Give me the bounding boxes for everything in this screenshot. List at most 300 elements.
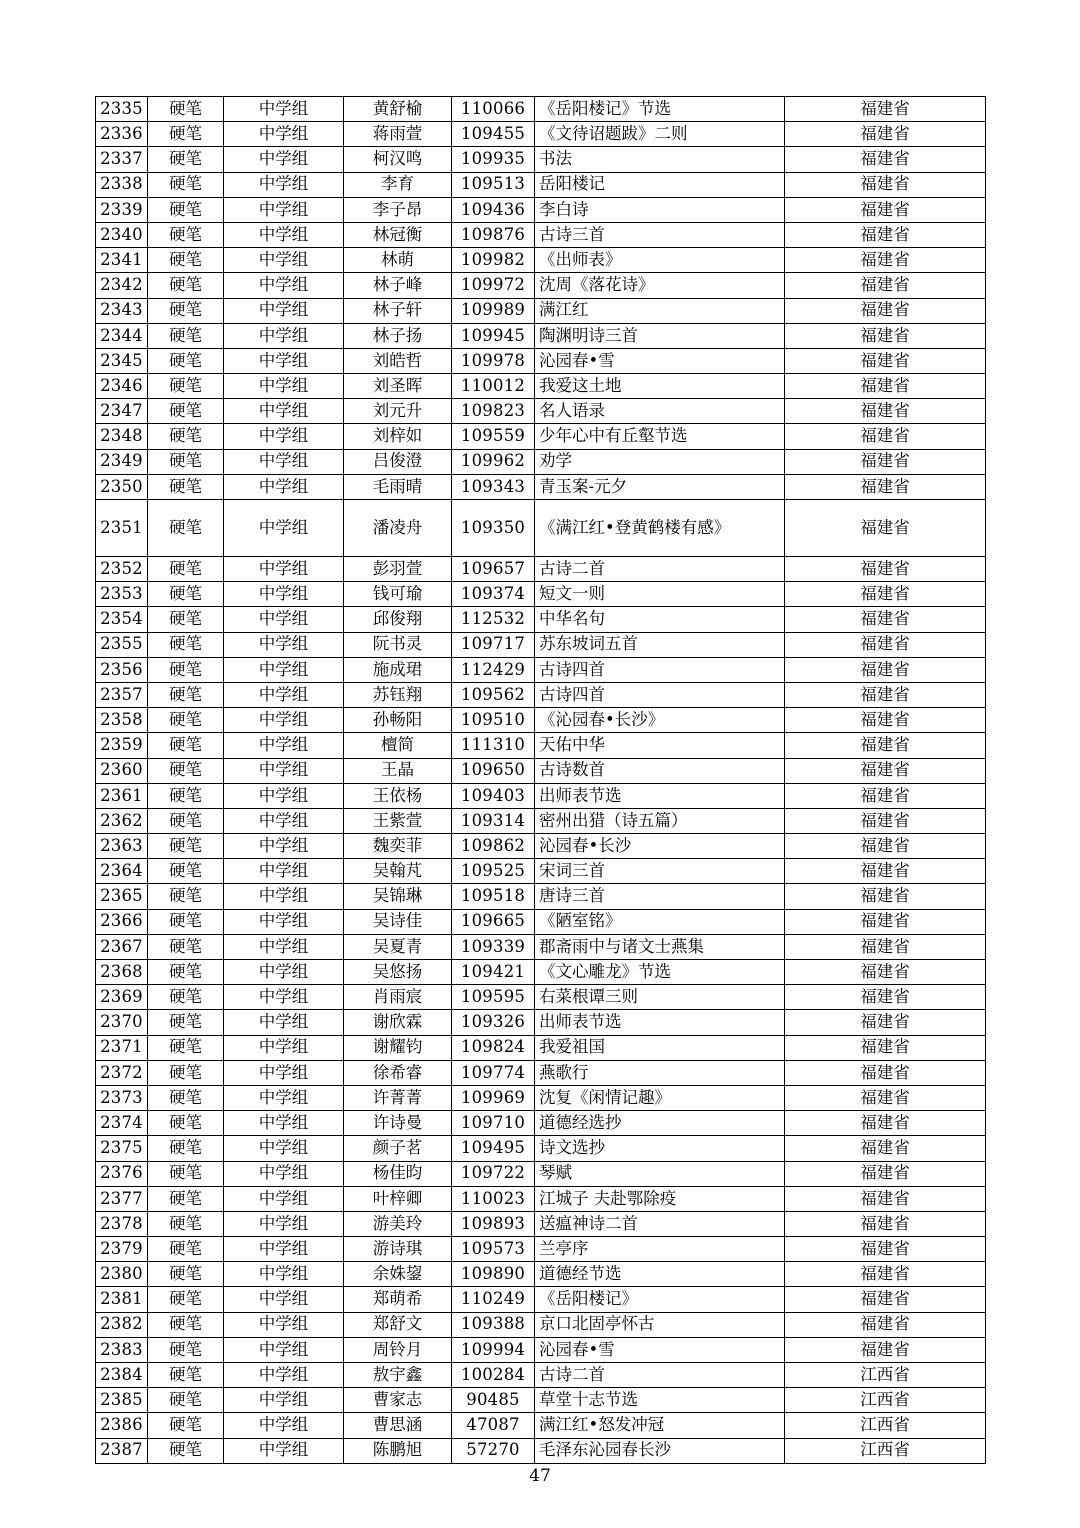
row-entry-id: 109893 bbox=[452, 1211, 535, 1236]
row-work-title: 郡斋雨中与诸文士燕集 bbox=[535, 934, 785, 959]
row-group: 中学组 bbox=[224, 298, 344, 323]
table-row bbox=[96, 122, 986, 147]
table-row bbox=[96, 323, 986, 348]
row-province: 福建省 bbox=[785, 424, 986, 449]
row-work-title: 陶渊明诗三首 bbox=[535, 323, 785, 348]
row-group: 中学组 bbox=[224, 1337, 344, 1362]
row-group: 中学组 bbox=[224, 474, 344, 499]
row-participant-name: 林子扬 bbox=[344, 323, 452, 348]
row-province: 福建省 bbox=[785, 859, 986, 884]
row-category: 硬笔 bbox=[148, 122, 224, 147]
row-category: 硬笔 bbox=[148, 1211, 224, 1236]
row-sequence-number: 2381 bbox=[96, 1287, 148, 1312]
table-row bbox=[96, 500, 986, 557]
row-category: 硬笔 bbox=[148, 500, 224, 557]
row-category: 硬笔 bbox=[148, 424, 224, 449]
row-work-title: 沁园春•长沙 bbox=[535, 834, 785, 859]
row-participant-name: 苏钰翔 bbox=[344, 682, 452, 707]
row-province: 福建省 bbox=[785, 1262, 986, 1287]
row-category: 硬笔 bbox=[148, 348, 224, 373]
table-row bbox=[96, 1388, 986, 1413]
row-entry-id: 109665 bbox=[452, 909, 535, 934]
row-category: 硬笔 bbox=[148, 1035, 224, 1060]
row-entry-id: 109374 bbox=[452, 582, 535, 607]
row-participant-name: 颜子茗 bbox=[344, 1136, 452, 1161]
row-entry-id: 109710 bbox=[452, 1111, 535, 1136]
row-participant-name: 孙畅阳 bbox=[344, 708, 452, 733]
row-province: 福建省 bbox=[785, 934, 986, 959]
row-province: 福建省 bbox=[785, 97, 986, 122]
row-participant-name: 林冠衡 bbox=[344, 222, 452, 247]
row-group: 中学组 bbox=[224, 424, 344, 449]
row-entry-id: 109388 bbox=[452, 1312, 535, 1337]
row-sequence-number: 2386 bbox=[96, 1413, 148, 1438]
row-work-title: 古诗三首 bbox=[535, 222, 785, 247]
table-row bbox=[96, 172, 986, 197]
row-province: 福建省 bbox=[785, 323, 986, 348]
row-sequence-number: 2354 bbox=[96, 607, 148, 632]
row-participant-name: 曹家志 bbox=[344, 1388, 452, 1413]
row-work-title: 兰亭序 bbox=[535, 1237, 785, 1262]
row-group: 中学组 bbox=[224, 1438, 344, 1463]
row-sequence-number: 2366 bbox=[96, 909, 148, 934]
row-group: 中学组 bbox=[224, 682, 344, 707]
row-work-title: 天佑中华 bbox=[535, 733, 785, 758]
row-entry-id: 109994 bbox=[452, 1337, 535, 1362]
row-entry-id: 109314 bbox=[452, 808, 535, 833]
table-row bbox=[96, 1060, 986, 1085]
table-row bbox=[96, 582, 986, 607]
row-group: 中学组 bbox=[224, 708, 344, 733]
row-sequence-number: 2345 bbox=[96, 348, 148, 373]
roster-table-container bbox=[95, 96, 985, 1464]
row-sequence-number: 2361 bbox=[96, 783, 148, 808]
row-group: 中学组 bbox=[224, 500, 344, 557]
table-row bbox=[96, 733, 986, 758]
row-category: 硬笔 bbox=[148, 1337, 224, 1362]
row-entry-id: 109559 bbox=[452, 424, 535, 449]
table-row bbox=[96, 607, 986, 632]
row-participant-name: 李育 bbox=[344, 172, 452, 197]
row-entry-id: 109823 bbox=[452, 399, 535, 424]
row-entry-id: 47087 bbox=[452, 1413, 535, 1438]
row-participant-name: 檀简 bbox=[344, 733, 452, 758]
row-sequence-number: 2363 bbox=[96, 834, 148, 859]
row-category: 硬笔 bbox=[148, 1010, 224, 1035]
row-category: 硬笔 bbox=[148, 1312, 224, 1337]
row-province: 福建省 bbox=[785, 1211, 986, 1236]
row-entry-id: 109972 bbox=[452, 273, 535, 298]
row-province: 福建省 bbox=[785, 1060, 986, 1085]
row-participant-name: 谢耀钧 bbox=[344, 1035, 452, 1060]
row-sequence-number: 2356 bbox=[96, 657, 148, 682]
row-group: 中学组 bbox=[224, 783, 344, 808]
row-participant-name: 郑萌希 bbox=[344, 1287, 452, 1312]
row-participant-name: 蒋雨萱 bbox=[344, 122, 452, 147]
row-province: 福建省 bbox=[785, 632, 986, 657]
table-row bbox=[96, 474, 986, 499]
row-group: 中学组 bbox=[224, 1010, 344, 1035]
row-participant-name: 许菁菁 bbox=[344, 1085, 452, 1110]
row-participant-name: 毛雨晴 bbox=[344, 474, 452, 499]
row-province: 福建省 bbox=[785, 1085, 986, 1110]
row-entry-id: 109595 bbox=[452, 985, 535, 1010]
row-participant-name: 林子峰 bbox=[344, 273, 452, 298]
row-work-title: 古诗二首 bbox=[535, 557, 785, 582]
page-number: 47 bbox=[529, 1466, 551, 1486]
row-province: 福建省 bbox=[785, 248, 986, 273]
row-entry-id: 109513 bbox=[452, 172, 535, 197]
row-province: 江西省 bbox=[785, 1388, 986, 1413]
row-sequence-number: 2380 bbox=[96, 1262, 148, 1287]
row-participant-name: 许诗曼 bbox=[344, 1111, 452, 1136]
row-work-title: 古诗二首 bbox=[535, 1363, 785, 1388]
row-category: 硬笔 bbox=[148, 323, 224, 348]
row-entry-id: 109717 bbox=[452, 632, 535, 657]
row-entry-id: 109495 bbox=[452, 1136, 535, 1161]
row-group: 中学组 bbox=[224, 449, 344, 474]
row-work-title: 《岳阳楼记》节选 bbox=[535, 97, 785, 122]
row-category: 硬笔 bbox=[148, 1262, 224, 1287]
row-group: 中学组 bbox=[224, 1186, 344, 1211]
row-sequence-number: 2365 bbox=[96, 884, 148, 909]
row-sequence-number: 2341 bbox=[96, 248, 148, 273]
row-work-title: 道德经选抄 bbox=[535, 1111, 785, 1136]
table-row bbox=[96, 1186, 986, 1211]
row-sequence-number: 2346 bbox=[96, 374, 148, 399]
table-row bbox=[96, 682, 986, 707]
row-sequence-number: 2355 bbox=[96, 632, 148, 657]
table-row bbox=[96, 348, 986, 373]
table-row bbox=[96, 449, 986, 474]
row-entry-id: 109436 bbox=[452, 197, 535, 222]
table-row bbox=[96, 399, 986, 424]
row-category: 硬笔 bbox=[148, 1413, 224, 1438]
row-participant-name: 王紫萱 bbox=[344, 808, 452, 833]
row-work-title: 苏东坡词五首 bbox=[535, 632, 785, 657]
row-province: 福建省 bbox=[785, 197, 986, 222]
table-row bbox=[96, 248, 986, 273]
row-category: 硬笔 bbox=[148, 374, 224, 399]
row-sequence-number: 2353 bbox=[96, 582, 148, 607]
row-participant-name: 柯汉鸣 bbox=[344, 147, 452, 172]
table-row bbox=[96, 1312, 986, 1337]
row-entry-id: 109982 bbox=[452, 248, 535, 273]
row-province: 福建省 bbox=[785, 1010, 986, 1035]
table-row bbox=[96, 909, 986, 934]
row-sequence-number: 2377 bbox=[96, 1186, 148, 1211]
row-sequence-number: 2340 bbox=[96, 222, 148, 247]
row-work-title: 沁园春•雪 bbox=[535, 1337, 785, 1362]
row-category: 硬笔 bbox=[148, 1085, 224, 1110]
row-group: 中学组 bbox=[224, 934, 344, 959]
row-group: 中学组 bbox=[224, 657, 344, 682]
row-sequence-number: 2364 bbox=[96, 859, 148, 884]
row-sequence-number: 2337 bbox=[96, 147, 148, 172]
row-province: 福建省 bbox=[785, 1337, 986, 1362]
row-group: 中学组 bbox=[224, 985, 344, 1010]
row-sequence-number: 2383 bbox=[96, 1337, 148, 1362]
row-work-title: 满江红•怒发冲冠 bbox=[535, 1413, 785, 1438]
row-sequence-number: 2335 bbox=[96, 97, 148, 122]
row-sequence-number: 2387 bbox=[96, 1438, 148, 1463]
row-participant-name: 吴悠扬 bbox=[344, 960, 452, 985]
row-group: 中学组 bbox=[224, 1312, 344, 1337]
row-group: 中学组 bbox=[224, 1262, 344, 1287]
row-category: 硬笔 bbox=[148, 834, 224, 859]
row-participant-name: 林萌 bbox=[344, 248, 452, 273]
row-sequence-number: 2362 bbox=[96, 808, 148, 833]
row-participant-name: 李子昂 bbox=[344, 197, 452, 222]
row-work-title: 《文待诏题跋》二则 bbox=[535, 122, 785, 147]
table-row bbox=[96, 1237, 986, 1262]
row-work-title: 书法 bbox=[535, 147, 785, 172]
row-province: 福建省 bbox=[785, 348, 986, 373]
table-row bbox=[96, 960, 986, 985]
row-sequence-number: 2378 bbox=[96, 1211, 148, 1236]
row-participant-name: 邱俊翔 bbox=[344, 607, 452, 632]
row-group: 中学组 bbox=[224, 960, 344, 985]
row-category: 硬笔 bbox=[148, 273, 224, 298]
row-sequence-number: 2385 bbox=[96, 1388, 148, 1413]
row-province: 福建省 bbox=[785, 222, 986, 247]
row-entry-id: 109350 bbox=[452, 500, 535, 557]
row-group: 中学组 bbox=[224, 172, 344, 197]
row-participant-name: 吕俊澄 bbox=[344, 449, 452, 474]
row-province: 福建省 bbox=[785, 783, 986, 808]
row-sequence-number: 2351 bbox=[96, 500, 148, 557]
table-row bbox=[96, 424, 986, 449]
row-sequence-number: 2342 bbox=[96, 273, 148, 298]
row-entry-id: 112429 bbox=[452, 657, 535, 682]
row-category: 硬笔 bbox=[148, 1060, 224, 1085]
row-work-title: 草堂十志节选 bbox=[535, 1388, 785, 1413]
row-province: 福建省 bbox=[785, 834, 986, 859]
table-row bbox=[96, 97, 986, 122]
table-row bbox=[96, 985, 986, 1010]
row-group: 中学组 bbox=[224, 1388, 344, 1413]
row-entry-id: 109403 bbox=[452, 783, 535, 808]
row-sequence-number: 2338 bbox=[96, 172, 148, 197]
row-group: 中学组 bbox=[224, 557, 344, 582]
row-group: 中学组 bbox=[224, 884, 344, 909]
row-work-title: 密州出猎（诗五篇） bbox=[535, 808, 785, 833]
row-entry-id: 109969 bbox=[452, 1085, 535, 1110]
row-category: 硬笔 bbox=[148, 1111, 224, 1136]
row-sequence-number: 2357 bbox=[96, 682, 148, 707]
row-province: 福建省 bbox=[785, 1136, 986, 1161]
row-group: 中学组 bbox=[224, 834, 344, 859]
row-participant-name: 郑舒文 bbox=[344, 1312, 452, 1337]
row-sequence-number: 2369 bbox=[96, 985, 148, 1010]
row-work-title: 江城子 夫赴鄂除疫 bbox=[535, 1186, 785, 1211]
row-category: 硬笔 bbox=[148, 682, 224, 707]
row-sequence-number: 2358 bbox=[96, 708, 148, 733]
row-sequence-number: 2368 bbox=[96, 960, 148, 985]
row-work-title: 古诗数首 bbox=[535, 758, 785, 783]
table-row bbox=[96, 808, 986, 833]
row-category: 硬笔 bbox=[148, 1136, 224, 1161]
row-group: 中学组 bbox=[224, 399, 344, 424]
row-province: 福建省 bbox=[785, 657, 986, 682]
row-category: 硬笔 bbox=[148, 197, 224, 222]
row-sequence-number: 2379 bbox=[96, 1237, 148, 1262]
row-participant-name: 吴诗佳 bbox=[344, 909, 452, 934]
table-row bbox=[96, 1287, 986, 1312]
row-work-title: 少年心中有丘壑节选 bbox=[535, 424, 785, 449]
row-work-title: 中华名句 bbox=[535, 607, 785, 632]
row-entry-id: 109326 bbox=[452, 1010, 535, 1035]
row-sequence-number: 2382 bbox=[96, 1312, 148, 1337]
row-province: 福建省 bbox=[785, 1111, 986, 1136]
row-category: 硬笔 bbox=[148, 172, 224, 197]
row-group: 中学组 bbox=[224, 248, 344, 273]
row-entry-id: 109525 bbox=[452, 859, 535, 884]
row-participant-name: 吴夏青 bbox=[344, 934, 452, 959]
row-sequence-number: 2374 bbox=[96, 1111, 148, 1136]
row-work-title: 岳阳楼记 bbox=[535, 172, 785, 197]
table-row bbox=[96, 1035, 986, 1060]
row-province: 福建省 bbox=[785, 758, 986, 783]
row-category: 硬笔 bbox=[148, 884, 224, 909]
row-entry-id: 109962 bbox=[452, 449, 535, 474]
row-participant-name: 杨佳昀 bbox=[344, 1161, 452, 1186]
row-entry-id: 109421 bbox=[452, 960, 535, 985]
row-category: 硬笔 bbox=[148, 147, 224, 172]
table-row bbox=[96, 1262, 986, 1287]
row-category: 硬笔 bbox=[148, 1363, 224, 1388]
row-province: 福建省 bbox=[785, 884, 986, 909]
row-group: 中学组 bbox=[224, 1035, 344, 1060]
row-province: 福建省 bbox=[785, 147, 986, 172]
row-entry-id: 109978 bbox=[452, 348, 535, 373]
row-province: 福建省 bbox=[785, 1186, 986, 1211]
row-category: 硬笔 bbox=[148, 1388, 224, 1413]
row-group: 中学组 bbox=[224, 607, 344, 632]
row-group: 中学组 bbox=[224, 122, 344, 147]
row-category: 硬笔 bbox=[148, 449, 224, 474]
table-row bbox=[96, 147, 986, 172]
row-participant-name: 游美玲 bbox=[344, 1211, 452, 1236]
table-row bbox=[96, 374, 986, 399]
row-work-title: 我爱这土地 bbox=[535, 374, 785, 399]
row-category: 硬笔 bbox=[148, 859, 224, 884]
table-row bbox=[96, 884, 986, 909]
row-participant-name: 敖宇鑫 bbox=[344, 1363, 452, 1388]
row-work-title: 《文心雕龙》节选 bbox=[535, 960, 785, 985]
row-entry-id: 109510 bbox=[452, 708, 535, 733]
row-sequence-number: 2367 bbox=[96, 934, 148, 959]
row-group: 中学组 bbox=[224, 1237, 344, 1262]
table-row bbox=[96, 632, 986, 657]
row-province: 福建省 bbox=[785, 273, 986, 298]
row-category: 硬笔 bbox=[148, 1287, 224, 1312]
row-province: 福建省 bbox=[785, 399, 986, 424]
row-province: 福建省 bbox=[785, 474, 986, 499]
row-work-title: 道德经节选 bbox=[535, 1262, 785, 1287]
row-entry-id: 109657 bbox=[452, 557, 535, 582]
row-entry-id: 109935 bbox=[452, 147, 535, 172]
row-category: 硬笔 bbox=[148, 1186, 224, 1211]
row-entry-id: 57270 bbox=[452, 1438, 535, 1463]
row-entry-id: 110066 bbox=[452, 97, 535, 122]
row-participant-name: 刘梓如 bbox=[344, 424, 452, 449]
row-participant-name: 刘圣晖 bbox=[344, 374, 452, 399]
row-group: 中学组 bbox=[224, 1111, 344, 1136]
row-work-title: 《陋室铭》 bbox=[535, 909, 785, 934]
row-group: 中学组 bbox=[224, 1085, 344, 1110]
row-participant-name: 黄舒榆 bbox=[344, 97, 452, 122]
row-work-title: 京口北固亭怀古 bbox=[535, 1312, 785, 1337]
row-category: 硬笔 bbox=[148, 632, 224, 657]
row-work-title: 沈周《落花诗》 bbox=[535, 273, 785, 298]
table-row bbox=[96, 1161, 986, 1186]
row-sequence-number: 2343 bbox=[96, 298, 148, 323]
row-entry-id: 110023 bbox=[452, 1186, 535, 1211]
row-work-title: 青玉案-元夕 bbox=[535, 474, 785, 499]
row-sequence-number: 2339 bbox=[96, 197, 148, 222]
row-province: 福建省 bbox=[785, 1287, 986, 1312]
row-sequence-number: 2344 bbox=[96, 323, 148, 348]
row-participant-name: 余姝鋆 bbox=[344, 1262, 452, 1287]
table-row bbox=[96, 557, 986, 582]
table-row bbox=[96, 1085, 986, 1110]
row-sequence-number: 2371 bbox=[96, 1035, 148, 1060]
row-entry-id: 110249 bbox=[452, 1287, 535, 1312]
row-entry-id: 109876 bbox=[452, 222, 535, 247]
row-work-title: 李白诗 bbox=[535, 197, 785, 222]
row-category: 硬笔 bbox=[148, 708, 224, 733]
row-sequence-number: 2376 bbox=[96, 1161, 148, 1186]
row-group: 中学组 bbox=[224, 273, 344, 298]
row-participant-name: 徐希睿 bbox=[344, 1060, 452, 1085]
row-province: 江西省 bbox=[785, 1363, 986, 1388]
row-work-title: 出师表节选 bbox=[535, 1010, 785, 1035]
row-category: 硬笔 bbox=[148, 1161, 224, 1186]
row-category: 硬笔 bbox=[148, 607, 224, 632]
row-participant-name: 周铃月 bbox=[344, 1337, 452, 1362]
row-sequence-number: 2372 bbox=[96, 1060, 148, 1085]
table-row bbox=[96, 934, 986, 959]
row-category: 硬笔 bbox=[148, 582, 224, 607]
row-category: 硬笔 bbox=[148, 934, 224, 959]
row-sequence-number: 2350 bbox=[96, 474, 148, 499]
row-entry-id: 109339 bbox=[452, 934, 535, 959]
row-province: 福建省 bbox=[785, 122, 986, 147]
row-category: 硬笔 bbox=[148, 808, 224, 833]
row-participant-name: 王依杨 bbox=[344, 783, 452, 808]
row-sequence-number: 2373 bbox=[96, 1085, 148, 1110]
row-entry-id: 109650 bbox=[452, 758, 535, 783]
table-row bbox=[96, 1337, 986, 1362]
table-row bbox=[96, 783, 986, 808]
row-entry-id: 109722 bbox=[452, 1161, 535, 1186]
row-province: 福建省 bbox=[785, 582, 986, 607]
row-province: 福建省 bbox=[785, 374, 986, 399]
row-province: 江西省 bbox=[785, 1413, 986, 1438]
row-sequence-number: 2360 bbox=[96, 758, 148, 783]
row-group: 中学组 bbox=[224, 733, 344, 758]
row-category: 硬笔 bbox=[148, 399, 224, 424]
row-province: 福建省 bbox=[785, 607, 986, 632]
row-participant-name: 陈鹏旭 bbox=[344, 1438, 452, 1463]
row-sequence-number: 2352 bbox=[96, 557, 148, 582]
row-province: 福建省 bbox=[785, 449, 986, 474]
row-entry-id: 109945 bbox=[452, 323, 535, 348]
row-entry-id: 90485 bbox=[452, 1388, 535, 1413]
row-entry-id: 110012 bbox=[452, 374, 535, 399]
row-category: 硬笔 bbox=[148, 1438, 224, 1463]
